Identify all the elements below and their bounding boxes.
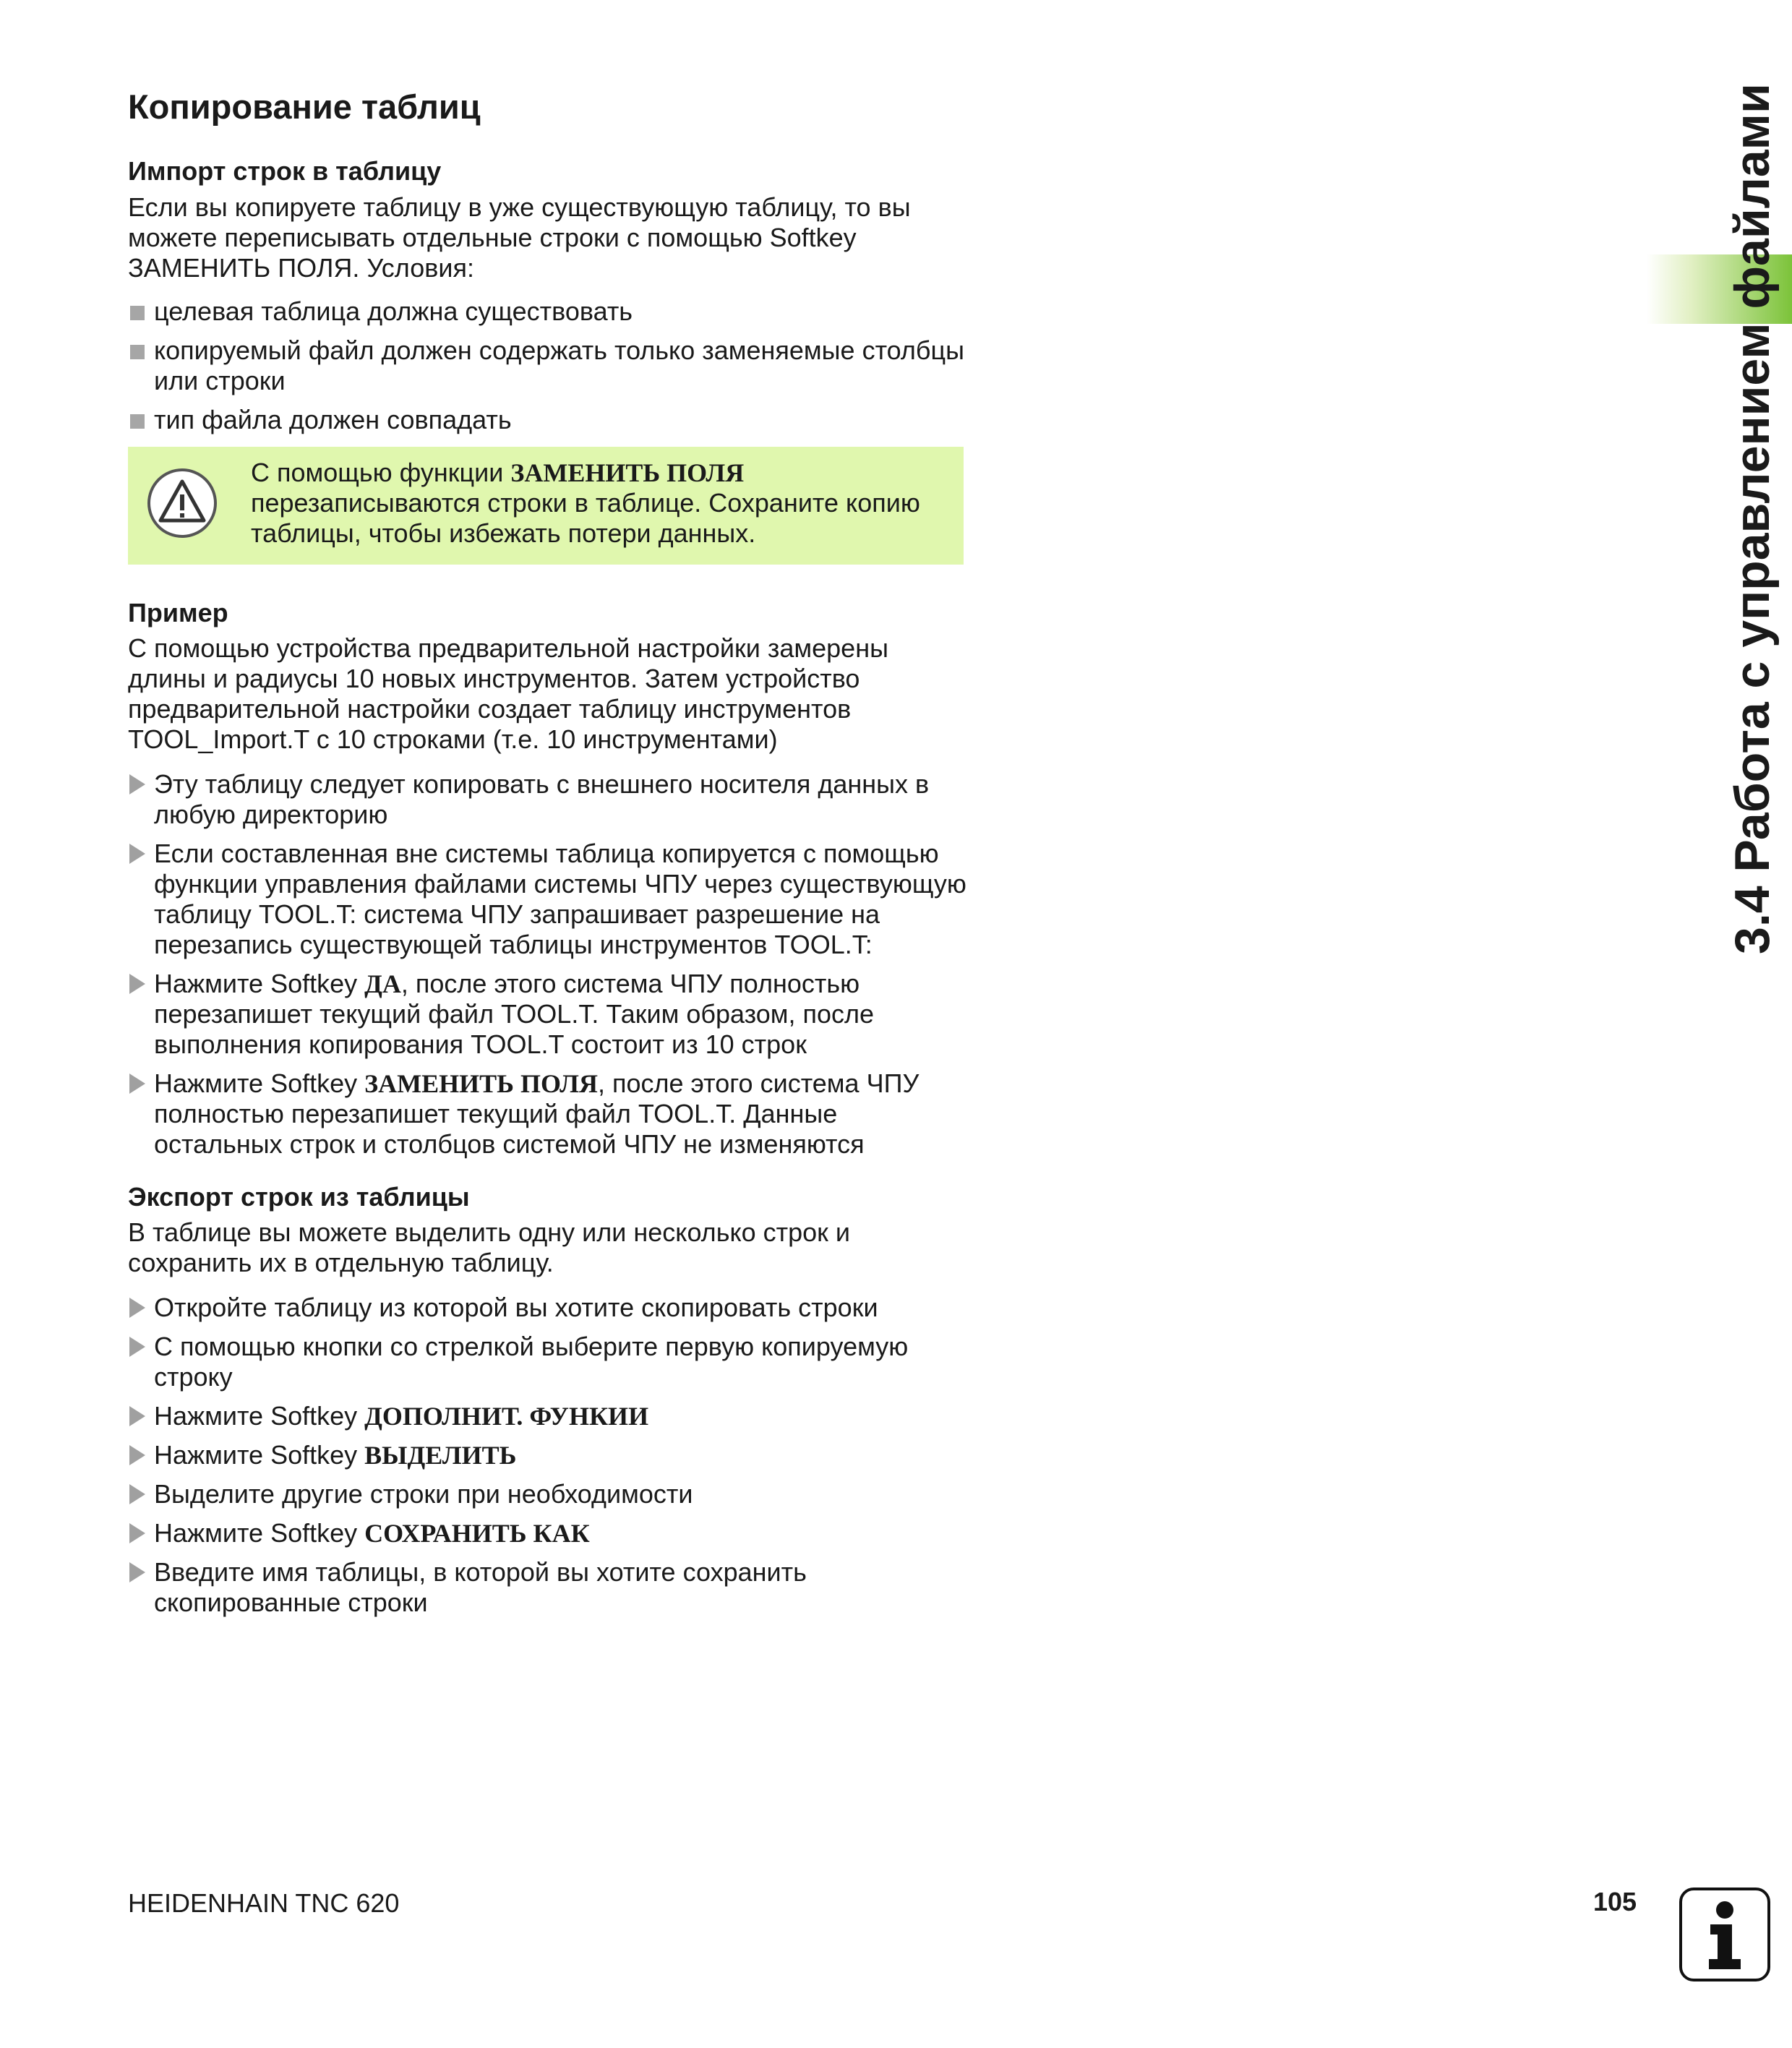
list-item: С помощью кнопки со стрелкой выберите первую копируемую строку xyxy=(128,1332,966,1392)
list-item: Нажмите Softkey ДА, после этого система ЧПУ полностью перезапишет текущий файл TOOL.T. Таким образом, после выполнения копирования TOOL.T состоит из 10 строк xyxy=(128,969,966,1060)
list-item: Нажмите Softkey ЗАМЕНИТЬ ПОЛЯ, после этого система ЧПУ полностью перезапишет текущий файл TOOL.T. Данные остальных строк и столбцов системой ЧПУ не изменяются xyxy=(128,1068,966,1160)
softkey-label: ДОПОЛНИТ. ФУНКИИ xyxy=(364,1401,649,1431)
footer-product: HEIDENHAIN TNC 620 xyxy=(128,1888,400,1918)
list-item: Нажмите Softkey ДОПОЛНИТ. ФУНКИИ xyxy=(128,1401,966,1431)
list-item: Нажмите Softkey СОХРАНИТЬ КАК xyxy=(128,1518,966,1548)
import-intro: Если вы копируете таблицу в уже существующую таблицу, то вы можете переписывать отдельные строки с помощью Softkey ЗАМЕНИТЬ ПОЛЯ. Условия: xyxy=(128,192,911,283)
list-item: Если составленная вне системы таблица копируется с помощью функции управления файлами системы ЧПУ через существующую таблицу TOOL.T: система ЧПУ запрашивает разрешение на перезапись существующей таблицы инструментов TOOL.T: xyxy=(128,839,966,960)
note-text: С помощью функции ЗАМЕНИТЬ ПОЛЯ перезаписываются строки в таблице. Сохраните копию таблицы, чтобы избежать потери данных. xyxy=(251,457,920,548)
list-item: тип файла должен совпадать xyxy=(128,405,966,435)
warning-note xyxy=(128,447,964,565)
list-item: Введите имя таблицы, в которой вы хотите сохранить скопированные строки xyxy=(128,1557,966,1618)
conditions-list xyxy=(128,296,966,435)
list-item: целевая таблица должна существовать xyxy=(128,296,966,327)
export-intro: В таблице вы можете выделить одну или несколько строк и сохранить их в отдельную таблицу. xyxy=(128,1217,851,1277)
softkey-label: ВЫДЕЛИТЬ xyxy=(364,1440,517,1470)
list-item: копируемый файл должен содержать только заменяемые столбцы или строки xyxy=(128,335,966,396)
softkey-label: ЗАМЕНИТЬ ПОЛЯ xyxy=(364,1068,598,1098)
list-item: Эту таблицу следует копировать с внешнего носителя данных в любую директорию xyxy=(128,769,966,830)
info-icon xyxy=(1679,1887,1771,1982)
export-heading: Экспорт строк из таблицы xyxy=(128,1181,470,1212)
softkey-label: ЗАМЕНИТЬ ПОЛЯ xyxy=(510,458,745,487)
example-intro: С помощью устройства предварительной настройки замерены длины и радиусы 10 новых инструментов. Затем устройство предварительной настройки создает таблицу инструментов TOOL_Import.T с 10 строками (т.е. 10 инструментами) xyxy=(128,633,888,754)
page-number: 105 xyxy=(1593,1887,1637,1916)
list-item: Откройте таблицу из которой вы хотите скопировать строки xyxy=(128,1293,966,1323)
list-item: Нажмите Softkey ВЫДЕЛИТЬ xyxy=(128,1440,966,1470)
chapter-side-title: 3.4 Работа с управлением файлами xyxy=(1725,83,1780,954)
example-steps xyxy=(128,769,966,1160)
page-content xyxy=(128,87,966,1627)
example-heading: Пример xyxy=(128,597,228,627)
list-item: Выделите другие строки при необходимости xyxy=(128,1479,966,1509)
page-title: Копирование таблиц xyxy=(128,87,481,126)
softkey-label: СОХРАНИТЬ КАК xyxy=(364,1518,590,1548)
warning-triangle-icon xyxy=(146,467,218,539)
import-heading: Импорт строк в таблицу xyxy=(128,156,442,187)
export-steps xyxy=(128,1293,966,1618)
softkey-label: ДА xyxy=(364,969,401,998)
